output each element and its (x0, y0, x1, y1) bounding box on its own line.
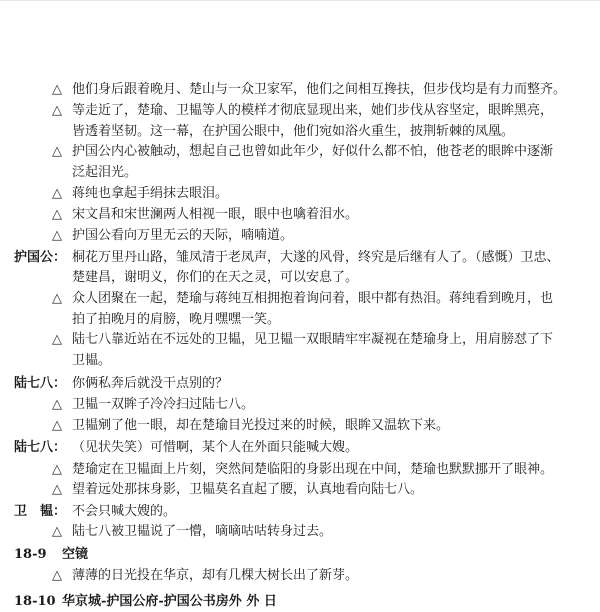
scene-heading (14, 545, 88, 565)
dialogue-line: 你俩私奔后就没干点别的？ (72, 376, 229, 391)
scene-number: 18-10 (14, 594, 56, 609)
action-line: 陆七八被卫韫说了一懵，嘀嘀咕咕转身过去。 (72, 524, 333, 539)
continuation-line: 卫韫。 (72, 353, 112, 368)
speaker-name: 陆七八： (14, 376, 67, 391)
action-line: 望着远处那抹身影，卫韫莫名直起了腰，认真地看向陆七八。 (72, 482, 424, 497)
dialogue-line: 不会只喊大嫂的。 (72, 504, 177, 519)
scene-title: 华京城-护国公府-护国公书房外 外 日 (62, 594, 277, 609)
action-line: 宋文昌和宋世澜两人相视一眼，眼中也噙着泪水。 (72, 207, 359, 222)
action-marker-icon: △ (52, 524, 62, 539)
action-line: 楚瑜定在卫韫面上片刻，突然间楚临阳的身影出现在中间，楚瑜也默默挪开了眼神。 (72, 462, 554, 477)
action-line: 卫韫一双眸子冷冷扫过陆七八。 (72, 397, 255, 412)
action-line: 卫韫剜了他一眼，却在楚瑜目光投过来的时候，眼眸又温软下来。 (72, 418, 450, 433)
action-line: 护国公内心被触动，想起自己也曾如此年少，好似什么都不怕，他苍老的眼眸中逐渐 (72, 144, 554, 159)
speaker-name: 卫 韫： (14, 504, 67, 519)
action-line: 陆七八靠近站在不远处的卫韫，见卫韫一双眼睛牢牢凝视在楚瑜身上，用肩膀怼了下 (72, 332, 554, 347)
action-marker-icon: △ (52, 207, 62, 222)
action-marker-icon: △ (52, 144, 62, 159)
speaker-name: 陆七八： (14, 440, 67, 455)
action-line: 众人团聚在一起，楚瑜与蒋纯互相拥抱着询问着，眼中都有热泪。蒋纯看到晚月，也 (72, 291, 554, 306)
action-marker-icon: △ (52, 228, 62, 243)
action-marker-icon: △ (52, 291, 62, 306)
action-marker-icon: △ (52, 418, 62, 433)
action-marker-icon: △ (52, 332, 62, 347)
scene-number: 18-9 (14, 547, 47, 562)
action-line: 等走近了，楚瑜、卫韫等人的模样才彻底显现出来，她们步伐从容坚定，眼眸黑亮， (72, 103, 554, 118)
speaker-name: 护国公： (14, 250, 67, 265)
top-rule (0, 0, 600, 1)
action-line: 蒋纯也拿起手绢抹去眼泪。 (72, 186, 229, 201)
action-marker-icon: △ (52, 568, 62, 583)
action-line: 护国公看向万里无云的天际，喃喃道。 (72, 228, 294, 243)
action-marker-icon: △ (52, 103, 62, 118)
action-marker-icon: △ (52, 462, 62, 477)
scene-heading (14, 592, 277, 612)
action-line: 他们身后跟着晚月、楚山与一众卫家军，他们之间相互搀扶，但步伐均是有力而整齐。 (72, 82, 567, 97)
action-marker-icon: △ (52, 186, 62, 201)
continuation-line: 泛起泪光。 (72, 165, 138, 180)
dialogue-line: （见状失笑）可惜啊，某个人在外面只能喊大嫂。 (72, 440, 359, 455)
action-marker-icon: △ (52, 82, 62, 97)
continuation-line: 楚建昌，谢明义，你们的在天之灵，可以安息了。 (72, 270, 359, 285)
action-line: 薄薄的日光投在华京，却有几棵大树长出了新芽。 (72, 568, 359, 583)
action-marker-icon: △ (52, 482, 62, 497)
scene-title: 空镜 (62, 547, 89, 562)
action-marker-icon: △ (52, 397, 62, 412)
dialogue-line: 桐花万里丹山路，雏凤清于老凤声，大遂的风骨，终究是后继有人了。（感慨）卫忠、 (72, 250, 560, 265)
continuation-line: 拍了拍晚月的肩膀，晚月嘿嘿一笑。 (72, 312, 281, 327)
continuation-line: 皆透着坚韧。这一幕，在护国公眼中，他们宛如浴火重生，披荆斩棘的凤凰。 (72, 124, 515, 139)
